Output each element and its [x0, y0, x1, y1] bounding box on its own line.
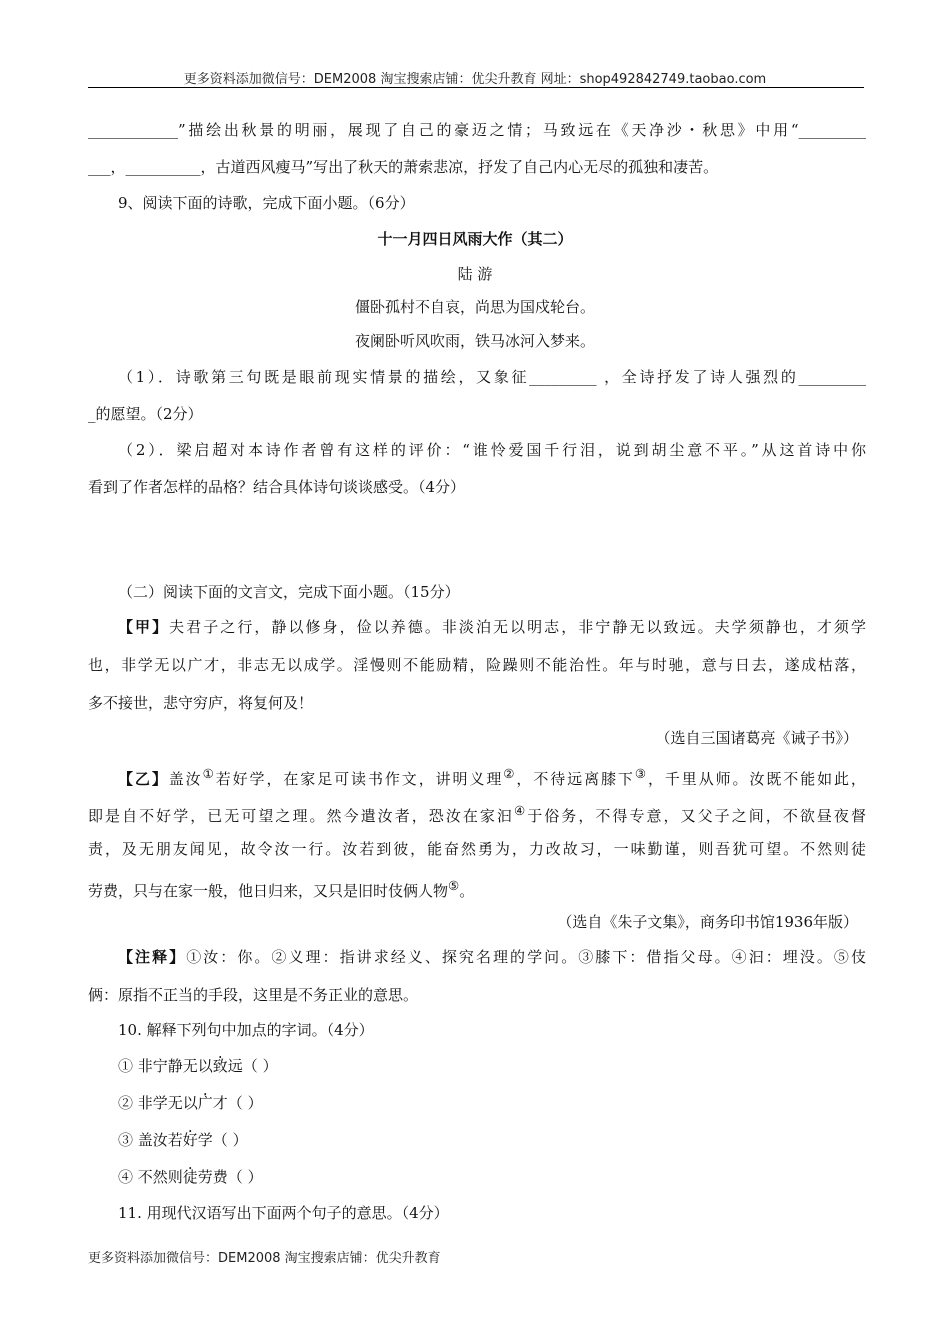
jia-label: 【甲】 — [118, 618, 170, 636]
fill-blank-line-2: ___，__________，古道西风瘦马”写出了秋天的萧索悲凉，抒发了自己内心无尽的孤独和凄苦。 — [88, 158, 719, 176]
note-ref-5: ⑤ — [448, 878, 460, 893]
q10-item-1: ① 非宁静无以致远（ ） — [118, 1057, 278, 1075]
jia-line-1: 【甲】夫君子之行，静以修身，俭以养德。非淡泊无以明志，非宁静无以致远。夫学须静也，才须学 — [118, 618, 866, 636]
q11-prompt: 11. 用现代汉语写出下面两个句子的意思。（4分） — [118, 1204, 449, 1222]
q9-prompt: 9、阅读下面的诗歌，完成下面小题。（6分） — [118, 194, 415, 212]
yi-line-4: 劳费，只与在家一般，他日归来，又只是旧时伎俩人物⑤。 — [88, 878, 475, 900]
note-ref-2: ② — [503, 766, 517, 781]
dotted-char: 好 — [182, 1131, 198, 1149]
poem-line-2: 夜阑卧听风吹雨，铁马冰河入梦来。 — [354, 332, 595, 350]
q9-sub2-line-a: （2）．梁启超对本诗作者曾有这样的评价：“谁怜爱国千行泪，说到胡尘意不平。”从这首诗中你 — [118, 441, 866, 459]
jia-line-2: 也，非学无以广才，非志无以成学。淫慢则不能励精，险躁则不能治性。年与时驰，意与日去，遂成枯落， — [88, 656, 866, 674]
dotted-char: 徒 — [182, 1168, 198, 1186]
dotted-char: 广 — [197, 1094, 213, 1112]
notes-label: 【注释】 — [118, 948, 187, 966]
header-rule — [88, 87, 864, 88]
yi-line-2: 即是自不好学，已无可望之理。然今遣汝者，恐汝在家汩④于俗务，不得专意，又父子之间，不欲昼夜督 — [88, 803, 866, 825]
fill-blank-line-1: ____________”描绘出秋景的明丽，展现了自己的豪迈之情；马致远在《天净沙・秋思》中用“_________ — [88, 121, 866, 139]
yi-line-3: 责，及无朋友闻见，故令汝一行。汝若到彼，能奋然勇为，力改故习，一味勤谨，则吾犹可望。不然则徒 — [88, 840, 866, 858]
poem-title: 十一月四日风雨大作（其二） — [377, 230, 573, 248]
q9-sub1-line-b: _的愿望。（2分） — [88, 405, 203, 423]
q9-sub2-line-b: 看到了作者怎样的品格？结合具体诗句谈谈感受。（4分） — [88, 478, 466, 496]
page-footer: 更多资料添加微信号：DEM2008 淘宝搜索店铺：优尖升教育 — [88, 1251, 441, 1266]
dotted-char: 致 — [212, 1057, 228, 1075]
q10-prompt: 10. 解释下列句中加点的字词。（4分） — [118, 1021, 374, 1039]
notes-line-2: 俩：原指不正当的手段，这里是不务正业的意思。 — [88, 986, 419, 1004]
q10-item-3: ③ 盖汝若好学（ ） — [118, 1131, 248, 1149]
note-ref-4: ④ — [513, 803, 528, 818]
q10-item-4: ④ 不然则徒劳费（ ） — [118, 1168, 263, 1186]
section2-prompt: （二）阅读下面的文言文，完成下面小题。（15分） — [118, 583, 460, 601]
notes-line-1: 【注释】①汝：你。②义理：指讲求经义、探究名理的学问。③膝下：借指父母。④汩：埋没。⑤伎 — [118, 948, 866, 966]
jia-line-3: 多不接世，悲守穷庐，将复何及！ — [88, 694, 314, 712]
yi-label: 【乙】 — [118, 770, 169, 788]
page-header: 更多资料添加微信号：DEM2008 淘宝搜索店铺：优尖升教育 网址：shop492842749.taobao.com — [183, 72, 767, 87]
poem-line-1: 僵卧孤村不自哀，尚思为国戍轮台。 — [354, 298, 595, 316]
note-ref-3: ③ — [634, 766, 648, 781]
yi-source: （选自《朱子文集》，商务印书馆1936年版） — [557, 913, 858, 931]
jia-source: （选自三国诸葛亮《诫子书》） — [655, 729, 858, 747]
poem-author: 陆 游 — [457, 265, 493, 283]
q9-sub1-line-a: （1）．诗歌第三句既是眼前现实情景的描绘，又象征_________ ，全诗抒发了诗人强烈的_________ — [118, 368, 866, 386]
q10-item-2: ② 非学无以广才（ ） — [118, 1094, 263, 1112]
yi-line-1: 【乙】盖汝①若好学，在家足可读书作文，讲明义理②，不待远离膝下③，千里从师。汝既不能如此， — [118, 766, 866, 788]
note-ref-1: ① — [202, 766, 216, 781]
